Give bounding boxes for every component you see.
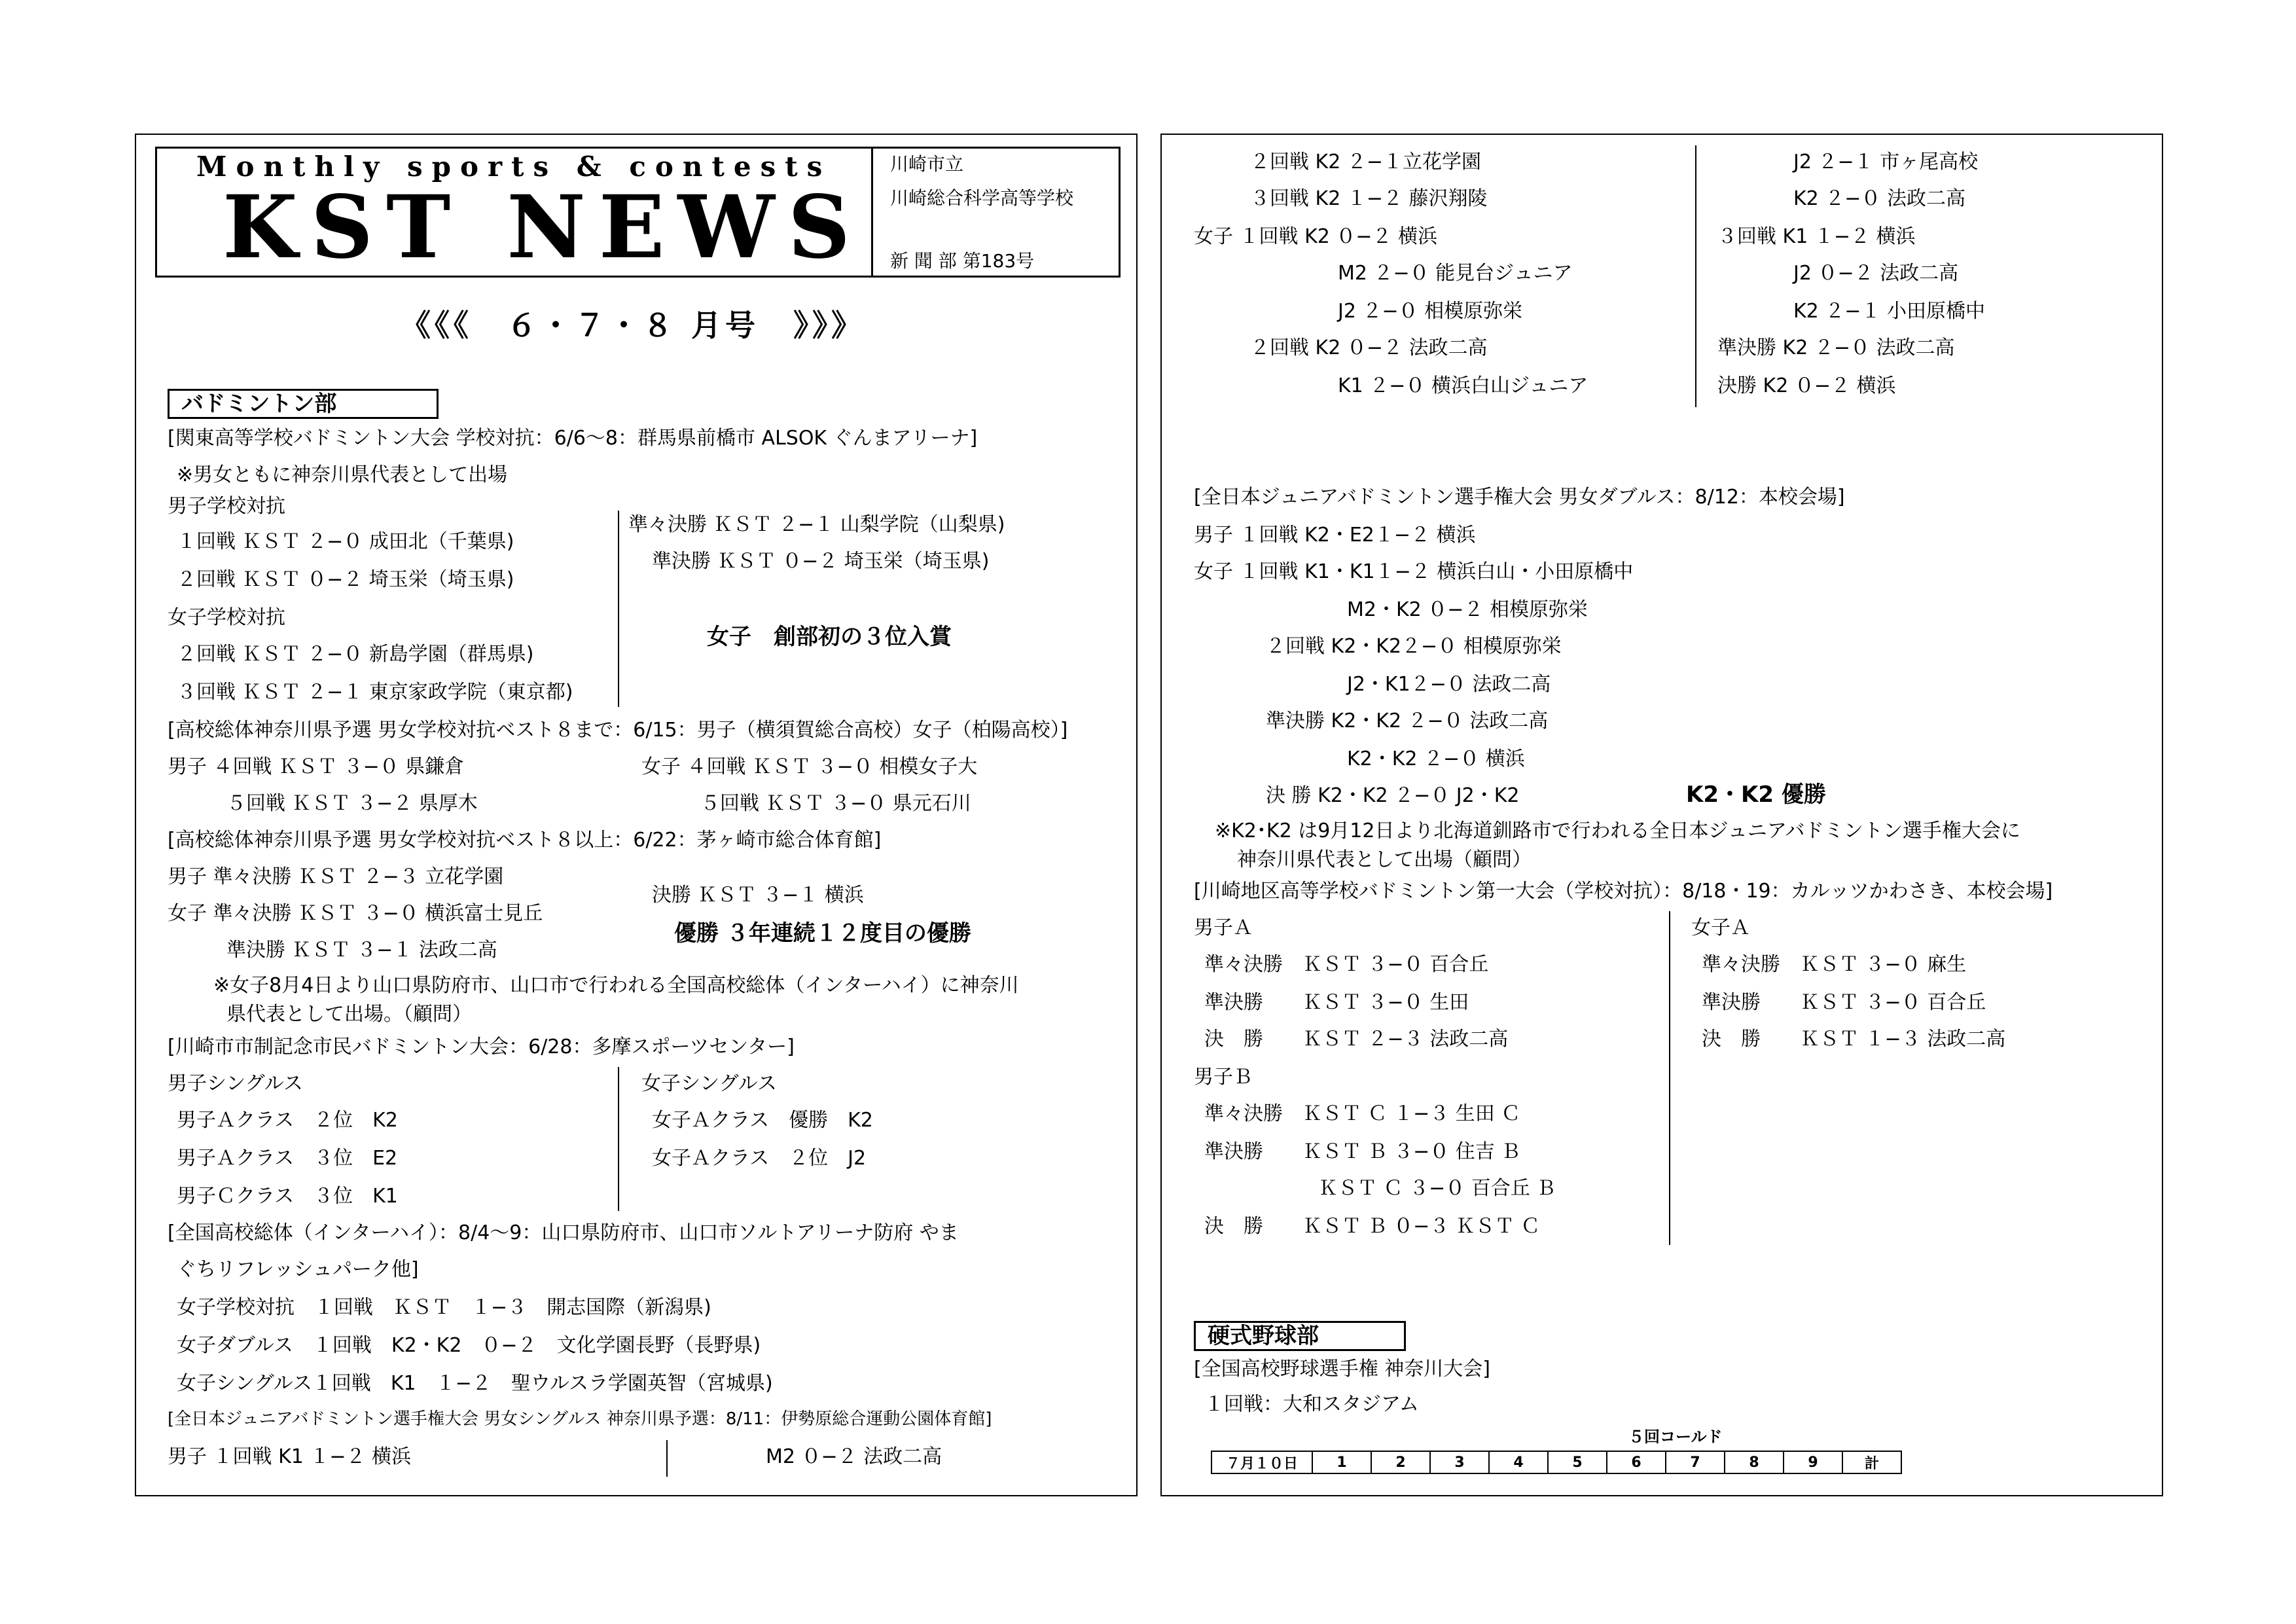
kanto-girls-r3: ３回戦 ＫＳＴ ２−１ 東京家政学院（東京都) — [177, 681, 573, 704]
score-inning-3: 3 — [1430, 1451, 1489, 1473]
pref-final-note1: ※女子8月4日より山口県防府市、山口市で行われる全国高校総体（インターハイ）に神奈川 — [213, 974, 1019, 997]
pref-best8-girls-r5: ５回戦 ＫＳＴ ３−０ 県元石川 — [700, 792, 971, 815]
kanto-girls-result: 女子 創部初の３位入賞 — [707, 624, 952, 650]
pref-final-girls-final: 決勝 ＫＳＴ ３−１ 横浜 — [652, 884, 864, 907]
score-inning-5: 5 — [1548, 1451, 1607, 1473]
kawasaki-boysB-qf: 準々決勝 ＫＳＴ Ｃ １−３ 生田 Ｃ — [1204, 1102, 1521, 1125]
kawasaki-boysA-qf: 準々決勝 ＫＳＴ ３−０ 百合丘 — [1204, 953, 1489, 976]
jr-doubles-final: 決 勝 K2・K2 ２−０ J2・K2 — [1266, 784, 1520, 807]
jr-doubles-result: K2・K2 優勝 — [1686, 782, 1826, 808]
masthead-divider — [871, 147, 873, 278]
jr-singles-c2-2: K2 ２−０ 法政二高 — [1793, 187, 1965, 210]
jr-singles-girls-r1: 女子 １回戦 K2 ０−２ 横浜 — [1194, 225, 1438, 248]
kanto-boys-r2: ２回戦 ＫＳＴ ０−２ 埼玉栄（埼玉県) — [177, 568, 514, 591]
score-inning-6: 6 — [1607, 1451, 1666, 1473]
pref-final-girls-result: 優勝 ３年連続１２度目の優勝 — [674, 920, 971, 947]
kawasaki-boysB-sf1: 準決勝 ＫＳＴ Ｂ ３−０ 住吉 Ｂ — [1204, 1140, 1521, 1163]
jr-doubles-girls-r1a: 女子 １回戦 K1・K1１−２ 横浜白山・小田原橋中 — [1194, 560, 1634, 583]
pref-best8-boys-r5: ５回戦 ＫＳＴ ３−２ 県厚木 — [226, 792, 478, 815]
kanto-title: [関東高等学校バドミントン大会 学校対抗：6/6～8：群馬県前橋市 ALSOK ぐんまアリーナ] — [168, 427, 978, 450]
baseball-round: １回戦：大和スタジアム — [1204, 1393, 1419, 1416]
pref-final-boys-qf: 男子 準々決勝 ＫＳＴ ２−３ 立花学園 — [168, 865, 504, 888]
score-table-header-row — [1211, 1451, 1901, 1473]
score-inning-9: 9 — [1784, 1451, 1842, 1473]
jr-doubles-note1: ※K2･K2 は9月12日より北海道釧路市で行われる全日本ジュニアバドミントン選手権大会に — [1215, 820, 2020, 842]
pref-best8-title: [高校総体神奈川県予選 男女学校対抗ベスト８まで：6/15：男子（横須賀総合高校）女子（柏陽高校）] — [168, 719, 1068, 742]
baseball-called: ５回コールド — [1628, 1428, 1723, 1446]
kawasaki-title: [川崎地区高等学校バドミントン第一大会（学校対抗）：8/18・19：カルッツかわさき、本校会場] — [1194, 880, 2053, 903]
jr-singles-girls-j2: J2 ２−０ 相模原弥栄 — [1338, 300, 1523, 323]
jr-doubles-girls-r2b: J2・K1２−０ 法政二高 — [1347, 673, 1551, 696]
kawasaki-boysA-sf: 準決勝 ＫＳＴ ３−０ 生田 — [1204, 991, 1469, 1014]
kanto-girls-r2: ２回戦 ＫＳＴ ２−０ 新島学園（群馬県) — [177, 643, 534, 666]
kawasaki-divider — [1669, 911, 1670, 1245]
jr-singles-girls-k1: K1 ２−０ 横浜白山ジュニア — [1338, 374, 1588, 397]
jr-singles-girls-m2: M2 ２−０ 能見台ジュニア — [1338, 262, 1573, 285]
kanto-girls-label: 女子学校対抗 — [168, 606, 285, 629]
jr-doubles-sf-b: K2・K2 ２−０ 横浜 — [1347, 748, 1525, 770]
jr-singles-divider-left — [666, 1440, 668, 1477]
interhigh-team: 女子学校対抗 １回戦 ＫＳＴ １−３ 開志国際（新潟県) — [177, 1296, 711, 1319]
score-inning-4: 4 — [1489, 1451, 1548, 1473]
jr-doubles-note2: 神奈川県代表として出場（顧問） — [1237, 848, 1532, 871]
jr-singles-title: [全日本ジュニアバドミントン選手権大会 男女シングルス 神奈川県予選：8/11：伊勢原総合運動公園体育館] — [168, 1409, 992, 1429]
jr-singles-r3a: ３回戦 K2 １−２ 藤沢翔陵 — [1250, 187, 1488, 210]
pref-final-girls-sf: 準決勝 ＫＳＴ ３−１ 法政二高 — [226, 939, 497, 962]
jr-singles-girls-r2: ２回戦 K2 ０−２ 法政二高 — [1250, 336, 1488, 359]
city-title: [川崎市市制記念市民バドミントン大会：6/28：多摩スポーツセンター] — [168, 1036, 795, 1058]
kawasaki-girlsA-qf: 準々決勝 ＫＳＴ ３−０ 麻生 — [1702, 953, 1967, 976]
jr-singles-r2a: ２回戦 K2 ２−１立花学園 — [1250, 151, 1481, 173]
city-girls-2: 女子Ａクラス ２位 J2 — [652, 1147, 867, 1170]
interhigh-title2: ぐちリフレッシュパーク他] — [177, 1258, 419, 1281]
kawasaki-girlsA-f: 決 勝 ＫＳＴ １−３ 法政二高 — [1702, 1028, 2006, 1051]
baseball-score-table — [1211, 1451, 1902, 1474]
city-boys-3: 男子Ｃクラス ３位 K1 — [177, 1185, 398, 1208]
baseball-heading: 硬式野球部 — [1194, 1321, 1406, 1351]
club-issue: 新 聞 部 第183号 — [890, 250, 1035, 272]
city-girls-1: 女子Ａクラス 優勝 K2 — [652, 1109, 873, 1132]
city-boys-label: 男子シングルス — [168, 1072, 303, 1095]
city-divider — [618, 1067, 619, 1211]
kawasaki-girlsA-label: 女子Ａ — [1691, 916, 1750, 939]
jr-singles-c2-3: ３回戦 K1 １−２ 横浜 — [1717, 225, 1916, 248]
school-city: 川崎市立 — [890, 153, 964, 175]
kanto-girls-sf: 準決勝 ＫＳＴ ０−２ 埼玉栄（埼玉県) — [652, 550, 990, 573]
kawasaki-boysB-f: 決 勝 ＫＳＴ Ｂ ０−３ ＫＳＴ Ｃ — [1204, 1215, 1541, 1238]
score-total: 計 — [1842, 1451, 1901, 1473]
masthead-title: KST NEWS — [223, 177, 864, 278]
kanto-boys-r1: １回戦 ＫＳＴ ２−０ 成田北（千葉県) — [177, 530, 514, 553]
score-inning-7: 7 — [1666, 1451, 1725, 1473]
city-boys-2: 男子Ａクラス ３位 E2 — [177, 1147, 398, 1170]
pref-final-title: [高校総体神奈川県予選 男女学校対抗ベスト８以上：6/22：茅ヶ崎市総合体育館] — [168, 829, 882, 852]
score-inning-2: 2 — [1371, 1451, 1430, 1473]
score-inning-1: 1 — [1312, 1451, 1371, 1473]
interhigh-title1: [全国高校総体（インターハイ）：8/4～9：山口県防府市、山口市ソルトアリーナ防府 やま — [168, 1221, 959, 1244]
interhigh-doubles: 女子ダブルス １回戦 K2・K2 ０−２ 文化学園長野（長野県) — [177, 1334, 761, 1357]
kawasaki-boysB-label: 男子Ｂ — [1194, 1066, 1253, 1089]
jr-singles-m2: M2 ０−２ 法政二高 — [766, 1445, 942, 1468]
kawasaki-girlsA-sf: 準決勝 ＫＳＴ ３−０ 百合丘 — [1702, 991, 1986, 1014]
jr-singles-c2-5: K2 ２−１ 小田原橋中 — [1793, 300, 1985, 323]
issue-title: 《《《 ６・７・８ 月号 》》》 — [401, 308, 866, 343]
score-date-cell: ７月１０日 — [1211, 1451, 1312, 1473]
kanto-girls-qf: 準々決勝 ＫＳＴ ２−１ 山梨学院（山梨県) — [628, 513, 1005, 536]
pref-best8-boys-r4: 男子 ４回戦 ＫＳＴ ３−０ 県鎌倉 — [168, 755, 465, 778]
jr-singles-divider-right — [1695, 145, 1696, 407]
kawasaki-boysB-sf2: ＫＳＴ Ｃ ３−０ 百合丘 Ｂ — [1318, 1177, 1556, 1200]
city-girls-label: 女子シングルス — [641, 1072, 777, 1095]
jr-singles-boys-r1: 男子 １回戦 K1 １−２ 横浜 — [168, 1445, 412, 1468]
jr-singles-c2-7: 決勝 K2 ０−２ 横浜 — [1717, 374, 1896, 397]
score-inning-8: 8 — [1725, 1451, 1784, 1473]
kawasaki-boysA-f: 決 勝 ＫＳＴ ２−３ 法政二高 — [1204, 1028, 1509, 1051]
kanto-divider — [618, 511, 619, 707]
interhigh-singles: 女子シングルス１回戦 K1 １−２ 聖ウルスラ学園英智（宮城県) — [177, 1372, 773, 1395]
jr-doubles-sf-a: 準決勝 K2・K2 ２−０ 法政二高 — [1266, 710, 1549, 732]
jr-doubles-boys-r1: 男子 １回戦 K2・E2１−２ 横浜 — [1194, 524, 1476, 547]
city-boys-1: 男子Ａクラス ２位 K2 — [177, 1109, 398, 1132]
kanto-boys-label: 男子学校対抗 — [168, 495, 285, 518]
jr-singles-c2-6: 準決勝 K2 ２−０ 法政二高 — [1717, 336, 1955, 359]
masthead-subtitle: Monthly sports & contests — [196, 151, 832, 183]
pref-best8-girls-r4: 女子 ４回戦 ＫＳＴ ３−０ 相模女子大 — [641, 755, 978, 778]
pref-final-note2: 県代表として出場。（顧問） — [226, 1003, 472, 1026]
kawasaki-boysA-label: 男子Ａ — [1194, 916, 1253, 939]
jr-singles-c2-1: J2 ２−１ 市ヶ尾高校 — [1793, 151, 1979, 173]
jr-doubles-girls-r2a: ２回戦 K2・K2２−０ 相模原弥栄 — [1266, 635, 1562, 658]
school-name: 川崎総合科学高等学校 — [890, 187, 1074, 209]
baseball-title: [全国高校野球選手権 神奈川大会] — [1194, 1358, 1490, 1380]
kanto-note: ※男女ともに神奈川県代表として出場 — [177, 463, 508, 486]
jr-doubles-girls-r1b: M2・K2 ０−２ 相模原弥栄 — [1347, 598, 1588, 621]
jr-singles-c2-4: J2 ０−２ 法政二高 — [1793, 262, 1959, 285]
badminton-heading: バドミントン部 — [168, 389, 439, 419]
jr-doubles-title: [全日本ジュニアバドミントン選手権大会 男女ダブルス：8/12：本校会場] — [1194, 486, 1845, 509]
pref-final-girls-qf: 女子 準々決勝 ＫＳＴ ３−０ 横浜富士見丘 — [168, 902, 543, 925]
